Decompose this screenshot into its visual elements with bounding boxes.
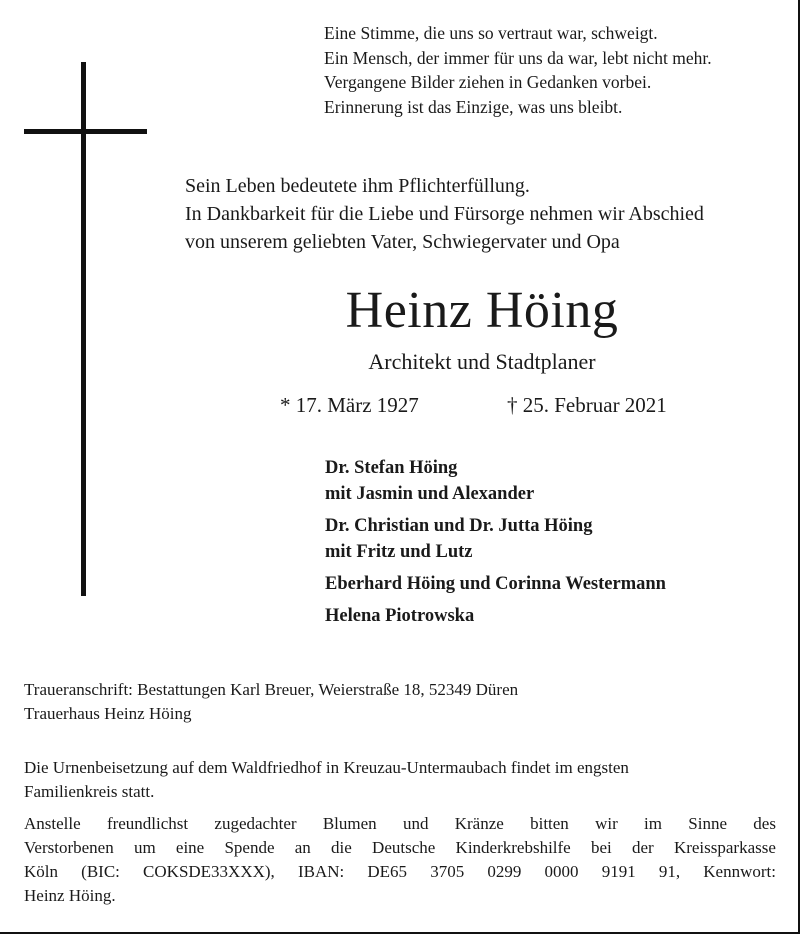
poem-line: Ein Mensch, der immer für uns da war, lebt nicht mehr. (324, 47, 712, 68)
mourner-name: Dr. Christian und Dr. Jutta Höing (325, 516, 593, 536)
deceased-profession: Architekt und Stadtplaner (368, 349, 596, 374)
intro-line: von unserem geliebten Vater, Schwiegervater und Opa (185, 231, 620, 253)
mourner-name: Dr. Stefan Höing (325, 458, 458, 478)
mourner-group (325, 603, 666, 629)
notice-line: Verstorbenen um eine Spende an die Deutsche Kinderkrebshilfe bei der Kreissparkasse (24, 838, 776, 857)
notice-line: Köln (BIC: COKSDE33XXX), IBAN: DE65 3705 0299 0000 9191 91, Kennwort: (24, 862, 776, 881)
mourning-address (24, 678, 518, 726)
intro-line: Sein Leben bedeutete ihm Pflichterfüllung. (185, 175, 530, 197)
cross-icon-bar (24, 129, 147, 134)
mourner-name: Helena Piotrowska (325, 606, 475, 626)
poem-line: Vergangene Bilder ziehen in Gedanken vorbei. (324, 72, 652, 92)
death-date: † 25. Februar 2021 (507, 393, 667, 417)
mourner-name: mit Fritz und Lutz (325, 542, 473, 562)
intro-line: In Dankbarkeit für die Liebe und Fürsorge nehmen wir Abschied (185, 203, 704, 225)
funeral-notice (24, 756, 776, 908)
mourner-group (325, 571, 666, 597)
poem-line: Eine Stimme, die uns so vertraut war, schweigt. (324, 23, 658, 43)
mourners-list (325, 455, 666, 635)
mourner-name: Eberhard Höing und Corinna Westermann (325, 574, 666, 594)
address-line: Trauerhaus Heinz Höing (24, 704, 192, 723)
notice-line: Anstelle freundlichst zugedachter Blumen und Kränze bitten wir im Sinne des (24, 814, 776, 833)
notice-line: Familienkreis statt. (24, 782, 155, 801)
deceased-name: Heinz Höing (345, 282, 619, 339)
mourner-group (325, 455, 666, 507)
address-line: Traueranschrift: Bestattungen Karl Breuer, Weierstraße 18, 52349 Düren (24, 680, 519, 699)
notice-line: Die Urnenbeisetzung auf dem Waldfriedhof in Kreuzau-Untermaubach findet im engsten (24, 758, 629, 777)
poem-line: Erinnerung ist das Einzige, was uns bleibt. (324, 96, 623, 117)
notice-line: Heinz Höing. (24, 886, 116, 905)
intro-text (185, 172, 785, 256)
birth-date: * 17. März 1927 (280, 393, 419, 417)
poem (324, 21, 794, 119)
mourner-group (325, 513, 666, 565)
donation-paragraph (24, 812, 776, 908)
mourner-name: mit Jasmin und Alexander (325, 484, 535, 504)
